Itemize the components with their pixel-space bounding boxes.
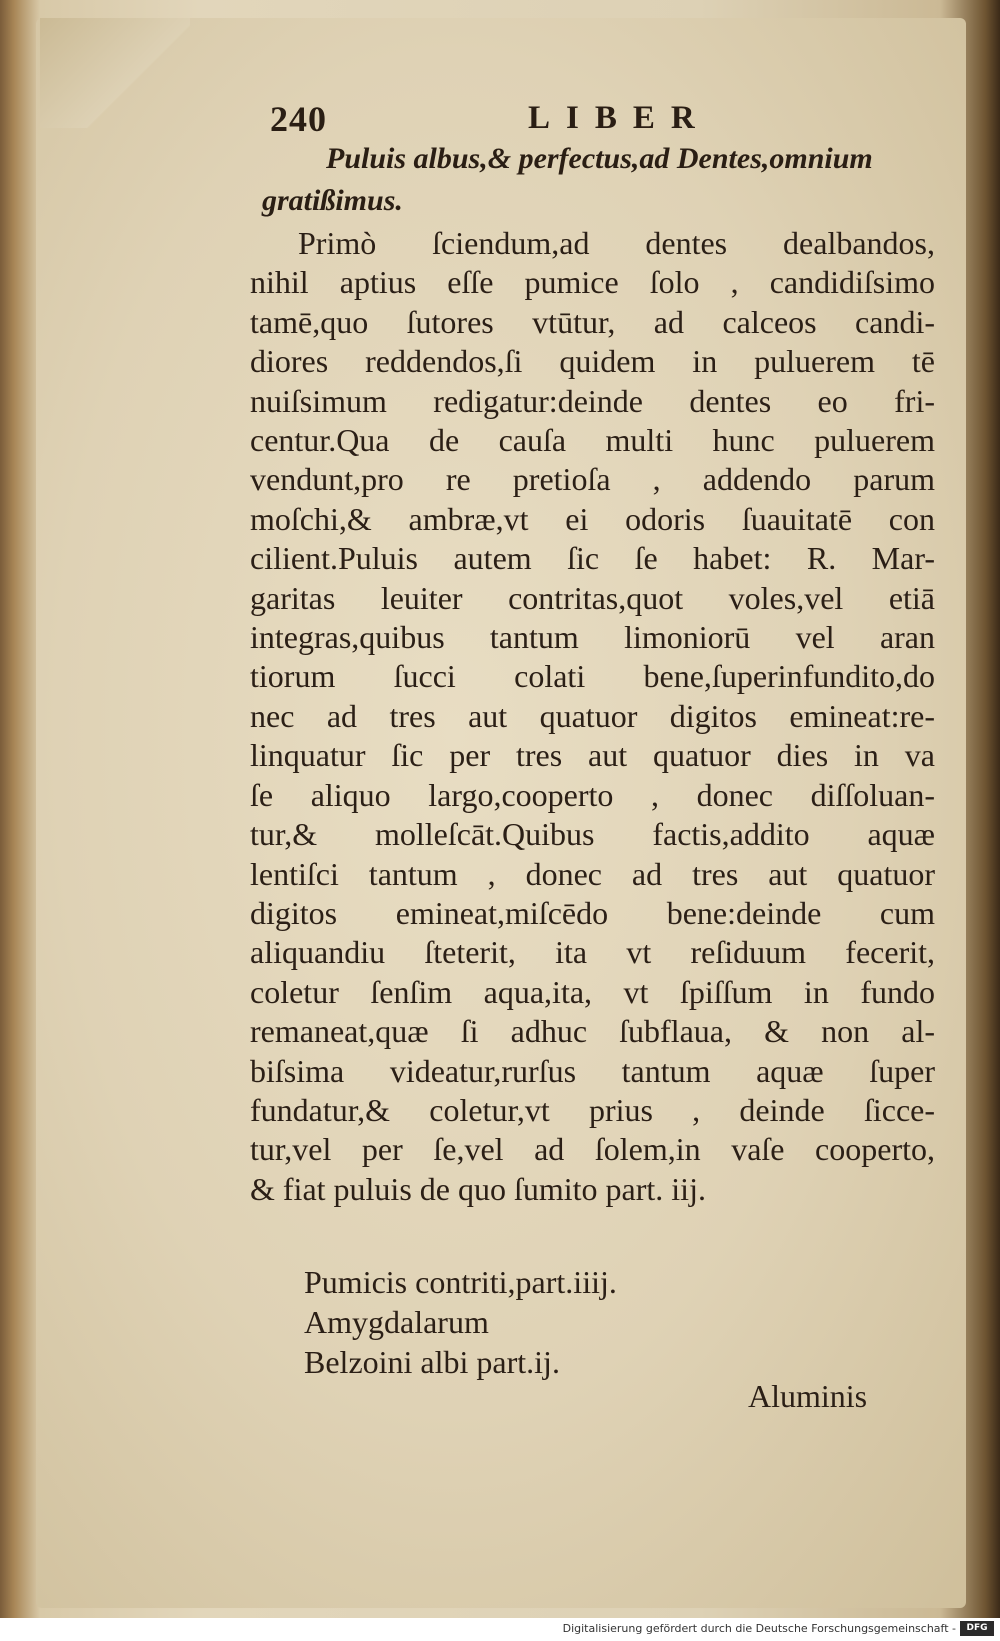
text-line: cilient.Puluis autem ſic ſe habet: R. Mar- xyxy=(250,540,935,577)
recipe-item: Belzoini albi part.ij. xyxy=(304,1344,560,1380)
text-line: garitas leuiter contritas,quot voles,vel etiā xyxy=(250,579,935,616)
text-line: integras,quibus tantum limoniorū vel aran xyxy=(250,619,935,656)
catchword: Aluminis xyxy=(748,1378,868,1414)
text-line: coletur ſenſim aqua,ita, vt ſpiſſum in fundo xyxy=(250,973,935,1010)
text-line: fundatur,& coletur,vt prius , deinde ſicce- xyxy=(250,1091,935,1128)
text-line: linquatur ſic per tres aut quatuor dies in va xyxy=(250,737,935,774)
folded-corner xyxy=(40,18,190,128)
section-title xyxy=(262,138,942,222)
text-line: biſsima videatur,rurſus tantum aquæ ſuper xyxy=(250,1052,935,1089)
recipe-list xyxy=(304,1262,724,1382)
recipe-item: Pumicis contriti,part.iiij. xyxy=(304,1264,617,1300)
text-line: remaneat,quæ ſi adhuc ſubflaua, & non al- xyxy=(250,1013,935,1050)
text-line: tamē,quo ſutores vtūtur, ad calceos candi- xyxy=(250,303,935,340)
text-line: ſe aliquo largo,cooperto , donec diſſoluan- xyxy=(250,776,935,813)
text-line: & fiat puluis de quo ſumito part. iij. xyxy=(250,1170,706,1207)
running-title: LIBER xyxy=(528,100,711,136)
title-line: gratißimus. xyxy=(262,184,403,217)
text-line: aliquandiu ſteterit, ita vt reſiduum fecerit, xyxy=(250,934,935,971)
text-line: nec ad tres aut quatuor digitos emineat:re- xyxy=(250,697,935,734)
text-line: digitos emineat,miſcēdo bene:deinde cum xyxy=(250,894,935,931)
text-line: tur,vel per ſe,vel ad ſolem,in vaſe cooperto, xyxy=(250,1131,935,1168)
page-number: 240 xyxy=(270,99,327,139)
page-header xyxy=(270,98,740,142)
text-line: nihil aptius eſſe pumice ſolo , candidiſsimo xyxy=(250,264,935,301)
text-line: nuiſsimum redigatur:deinde dentes eo fri- xyxy=(250,382,935,419)
recipe-item: Amygdalarum xyxy=(304,1304,489,1340)
text-line: tur,& molleſcāt.Quibus factis,addito aquæ xyxy=(250,816,935,853)
text-line: moſchi,& ambræ,vt ei odoris ſuauitatē con xyxy=(250,500,935,537)
text-line: lentiſci tantum , donec ad tres aut quatuor xyxy=(250,855,935,892)
dfg-logo: DFG xyxy=(960,1621,994,1636)
footer-bar xyxy=(0,1618,1000,1641)
text-line: Primò ſciendum,ad dentes dealbandos, xyxy=(298,225,935,261)
text-line: vendunt,pro re pretioſa , addendo parum xyxy=(250,461,935,498)
footer-credit: Digitalisierung gefördert durch die Deutsche Forschungsgemeinschaft - xyxy=(562,1622,956,1635)
text-line: diores reddendos,ſi quidem in puluerem tē xyxy=(250,343,935,380)
body-paragraph xyxy=(250,224,935,1209)
text-line: centur.Qua de cauſa multi hunc puluerem xyxy=(250,422,935,459)
text-line: tiorum ſucci colati bene,ſuperinfundito,do xyxy=(250,658,935,695)
title-line: Puluis albus,& perfectus,ad Dentes,omnium xyxy=(326,142,873,175)
